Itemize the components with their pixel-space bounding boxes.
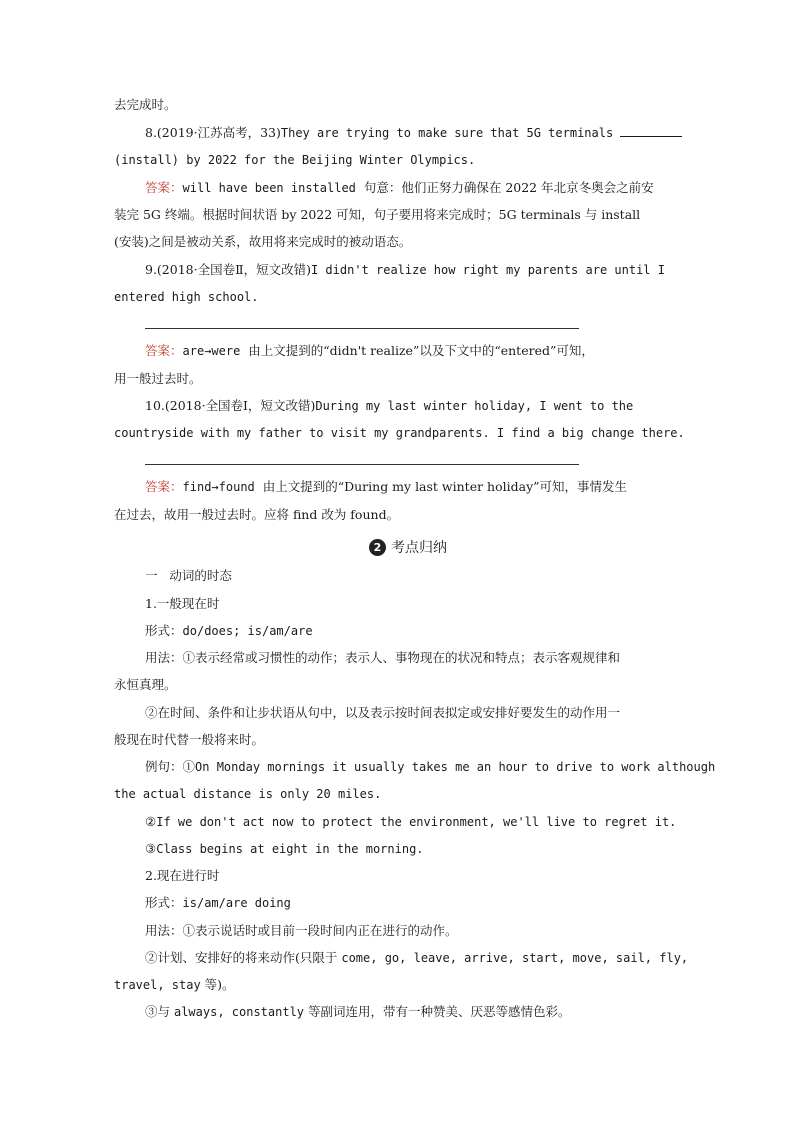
- heading-level-2: 2.现在进行时: [145, 868, 220, 883]
- answer-8-line-2: 装完 5G 终端。根据时间状语 by 2022 可知，句子要用将来完成时；5G terminals 与 install: [114, 207, 641, 222]
- question-9-line-1: 9.(2018·全国卷Ⅱ，短文改错)I didn't realize how right my parents are until I: [145, 262, 665, 277]
- answer-label: 答案：: [145, 180, 183, 195]
- section-number-badge: 2: [369, 539, 386, 556]
- answer-rule: [145, 464, 579, 465]
- usage-line: 般现在时代替一般将来时。: [114, 732, 265, 747]
- example-line: ②If we don't act now to protect the environment, we'll live to regret it.: [145, 814, 677, 829]
- usage-line: ②在时间、条件和让步状语从句中，以及表示按时间表拟定或安排好要发生的动作用一: [145, 705, 621, 720]
- example-line: 例句：①On Monday mornings it usually takes me an hour to drive to work although: [145, 759, 716, 774]
- question-10-line-1: 10.(2018·全国卷Ⅰ，短文改错)During my last winter holiday, I went to the: [145, 398, 634, 413]
- example-line: ③Class begins at eight in the morning.: [145, 841, 424, 856]
- answer-rule: [145, 328, 579, 329]
- answer-label: 答案：: [145, 479, 183, 494]
- question-8-line-1: 8.(2019·江苏高考，33)They are trying to make sure that 5G terminals: [145, 125, 682, 141]
- question-9-line-2: entered high school.: [114, 290, 259, 304]
- answer-8-line-3: (安装)之间是被动关系，故用将来完成时的被动语态。: [114, 234, 412, 249]
- usage-line: 用法：①表示说话时或目前一段时间内正在进行的动作。: [145, 923, 458, 938]
- usage-line: ③与 always, constantly 等副词连用，带有一种赞美、厌恶等感情色彩。: [145, 1004, 571, 1019]
- question-8-line-2: (install) by 2022 for the Beijing Winter Olympics.: [114, 153, 476, 167]
- section-heading: [369, 537, 447, 557]
- usage-line: 永恒真理。: [114, 677, 177, 692]
- usage-line: ②计划、安排好的将来动作(只限于 come, go, leave, arrive, start, move, sail, fly,: [145, 950, 689, 965]
- text-line: 去完成时。: [114, 97, 177, 112]
- form-line: 形式：is/am/are doing: [145, 895, 291, 910]
- answer-10-line-1: 答案：find→found 由上文提到的“During my last winter holiday”可知，事情发生: [145, 479, 628, 494]
- heading-level-1: 一 动词的时态: [145, 568, 232, 583]
- usage-line: 用法：①表示经常或习惯性的动作；表示人、事物现在的状况和特点；表示客观规律和: [145, 650, 621, 665]
- answer-9-line-1: 答案：are→were 由上文提到的“didn't realize”以及下文中的“entered”可知，: [145, 343, 594, 358]
- answer-10-line-2: 在过去，故用一般过去时。应将 find 改为 found。: [114, 507, 400, 522]
- heading-level-2: 1.一般现在时: [145, 596, 220, 611]
- question-10-line-2: countryside with my father to visit my grandparents. I find a big change there.: [114, 426, 685, 440]
- form-line: 形式：do/does; is/am/are: [145, 623, 313, 638]
- example-line: the actual distance is only 20 miles.: [114, 787, 382, 801]
- answer-blank: [620, 125, 682, 137]
- answer-8-line-1: 答案：will have been installed 句意：他们正努力确保在 2022 年北京冬奥会之前安: [145, 180, 654, 195]
- answer-9-line-2: 用一般过去时。: [114, 371, 202, 386]
- answer-label: 答案：: [145, 343, 183, 358]
- section-title: 考点归纳: [391, 540, 447, 556]
- usage-line: travel, stay 等)。: [114, 977, 235, 992]
